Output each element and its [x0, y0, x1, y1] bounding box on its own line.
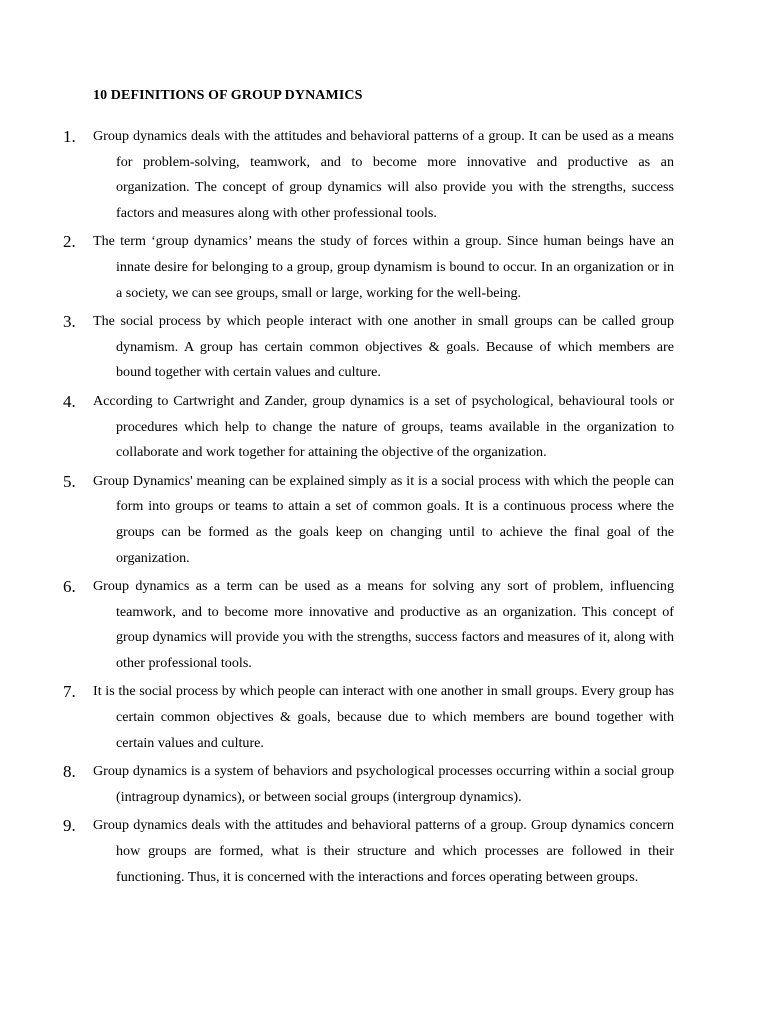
definition-text: Group Dynamics' meaning can be explained simply as it is a social process with which the people can form into groups or teams to attain a set of common goals. It is a continuous process where the groups can be formed as the goals keep on changing until to achieve the final goal of the organization. — [93, 472, 674, 566]
definition-number: 9. — [63, 816, 76, 836]
definition-number: 3. — [63, 312, 76, 332]
definition-number: 8. — [63, 762, 76, 782]
definition-number: 6. — [63, 577, 76, 597]
document-title: 10 DEFINITIONS OF GROUP DYNAMICS — [93, 88, 363, 103]
definition-text: The social process by which people interact with one another in small groups can be called group dynamism. A group has certain common objectives & goals. Because of which members are bound together with certain values and culture. — [93, 313, 674, 381]
definitions-list — [0, 124, 768, 893]
definition-text: It is the social process by which people can interact with one another in small groups. Every group has certain common objectives & goals, because due to which members are bound together with certain values and culture. — [93, 683, 674, 751]
definition-item-9 — [0, 813, 768, 890]
definition-item-3 — [0, 309, 768, 386]
definition-item-4 — [0, 389, 768, 466]
definition-text: Group dynamics is a system of behaviors and psychological processes occurring within a social group (intragroup dynamics), or between social groups (intergroup dynamics). — [93, 763, 674, 805]
definition-item-1 — [0, 124, 768, 226]
definition-text: The term ‘group dynamics’ means the study of forces within a group. Since human beings have an innate desire for belonging to a group, group dynamism is bound to occur. In an organization or in a society, we can see groups, small or large, working for the well-being. — [93, 233, 674, 301]
definition-number: 7. — [63, 682, 76, 702]
definition-item-6 — [0, 574, 768, 676]
definition-item-5 — [0, 469, 768, 571]
definition-number: 5. — [63, 471, 76, 491]
definition-text: Group dynamics deals with the attitudes and behavioral patterns of a group. It can be used as a means for problem-solving, teamwork, and to become more innovative and productive as an organization. The concept of group dynamics will also provide you with the strengths, success factors and measures along with other professional tools. — [93, 128, 674, 221]
definition-item-7 — [0, 679, 768, 756]
definition-number: 2. — [63, 232, 76, 252]
definition-item-8 — [0, 759, 768, 810]
definition-text: According to Cartwright and Zander, group dynamics is a set of psychological, behavioural tools or procedures which help to change the nature of groups, teams available in the organization to collaborate and work together for attaining the objective of the organization. — [93, 392, 674, 461]
definition-text: Group dynamics as a term can be used as a means for solving any sort of problem, influencing teamwork, and to become more innovative and productive as an organization. This concept of group dynamics will provide you with the strengths, success factors and measures of it, along with other professional tools. — [93, 578, 674, 671]
definition-number: 4. — [63, 391, 76, 411]
definition-text: Group dynamics deals with the attitudes and behavioral patterns of a group. Group dynamics concern how groups are formed, what is their structure and which processes are followed in their functioning. Thus, it is concerned with the interactions and forces operating between groups. — [93, 817, 674, 885]
definition-number: 1. — [63, 127, 76, 146]
definition-item-2 — [0, 229, 768, 306]
